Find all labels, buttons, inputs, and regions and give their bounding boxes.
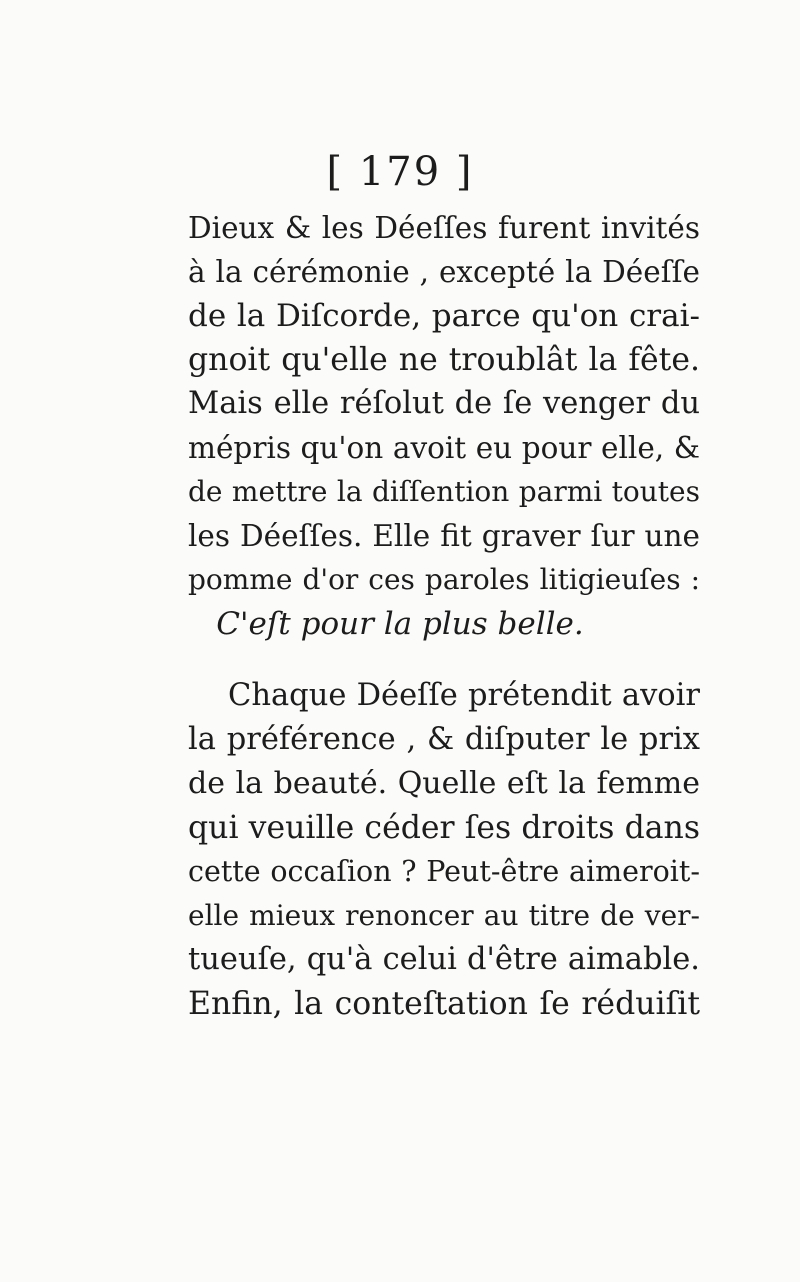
- text-line: de mettre la diſſention parmi toutes: [188, 475, 700, 508]
- text-line: les Déeſſes. Elle fit graver ſur une: [188, 519, 700, 553]
- text-line: mépris qu'on avoit eu pour elle, &: [188, 431, 700, 465]
- text-line: Chaque Déeſſe prétendit avoir: [228, 678, 700, 713]
- motto: C'eſt pour la plus belle.: [216, 606, 584, 642]
- text-line: de la Diſcorde, parce qu'on crai-: [188, 298, 700, 334]
- text-line: la préférence , & diſputer le prix: [188, 722, 700, 757]
- text-line: Dieux & les Déeſſes furent invités: [188, 211, 700, 245]
- text-line: qui veuille céder ſes droits dans: [188, 810, 700, 846]
- text-line: de la beauté. Quelle eſt la femme: [188, 766, 700, 801]
- text-line: elle mieux renoncer au titre de ver-: [188, 899, 700, 932]
- text-line: pomme d'or ces paroles litigieuſes :: [188, 563, 700, 596]
- text-line: à la cérémonie , excepté la Déeſſe: [188, 255, 700, 289]
- text-line: Enfin, la conteſtation ſe réduiſit: [188, 986, 700, 1022]
- text-line: Mais elle réſolut de ſe venger du: [188, 386, 700, 421]
- text-line: cette occaſion ? Peut-être aimeroit-: [188, 855, 700, 888]
- text-line: gnoit qu'elle ne troublât la fête.: [188, 342, 700, 378]
- text-line: tueuſe, qu'à celui d'être aimable.: [188, 942, 700, 977]
- page-number: [ 179 ]: [326, 149, 474, 195]
